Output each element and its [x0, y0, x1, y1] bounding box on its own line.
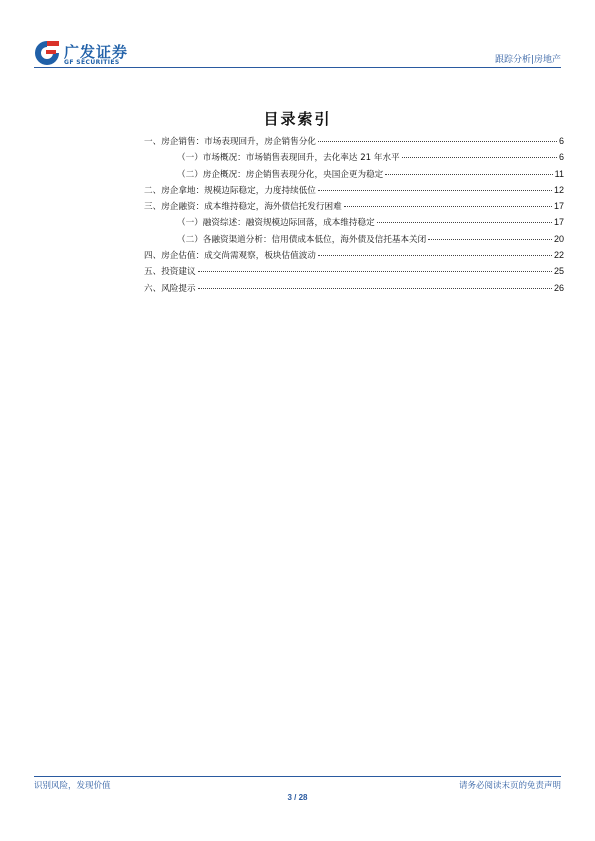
- toc-leader: [318, 190, 552, 191]
- toc-entry-page: 22: [553, 250, 564, 261]
- toc-entry-label: 四、房企估值：成交尚需观察，板块估值波动: [144, 251, 316, 262]
- toc-entry[interactable]: [144, 233, 564, 249]
- toc-leader: [198, 271, 552, 272]
- toc-entry[interactable]: [144, 151, 564, 167]
- toc-leader: [428, 239, 552, 240]
- toc-entry-page: 12: [553, 184, 564, 195]
- footer-divider: [34, 776, 561, 777]
- toc-entry-page: 25: [553, 266, 564, 277]
- toc-leader: [385, 174, 552, 175]
- toc-leader: [198, 288, 552, 289]
- logo-en-text: GF SECURITIES: [64, 59, 120, 66]
- footer-slogan: 识别风险，发现价值: [34, 781, 111, 791]
- logo-cn-text: 广发证券: [64, 43, 129, 61]
- toc-leader: [402, 157, 557, 158]
- toc-entry[interactable]: [144, 265, 564, 281]
- toc-entry[interactable]: [144, 282, 564, 298]
- toc-entry-label: 一、房企销售：市场表现回升，房企销售分化: [144, 137, 316, 147]
- toc-leader: [318, 141, 557, 142]
- toc-entry-page: 17: [553, 217, 564, 228]
- toc-entry-page: 17: [553, 201, 564, 212]
- toc-entry-label: 二、房企拿地：规模边际稳定，力度持续低位: [144, 185, 316, 196]
- page-number: 3 / 28: [287, 793, 308, 802]
- toc-entry-label: 六、风险提示: [144, 283, 196, 294]
- toc-entry-label: （一）市场概况：市场销售表现回升，去化率达 21 年水平: [177, 153, 400, 164]
- toc-entry[interactable]: [144, 168, 564, 184]
- toc-entry[interactable]: [144, 249, 564, 265]
- toc-entry[interactable]: [144, 200, 564, 216]
- toc-entry[interactable]: [144, 135, 564, 151]
- toc-entry-label: （二）各融资渠道分析：信用债成本低位，海外债及信托基本关闭: [177, 234, 427, 245]
- toc-entry-label: （二）房企概况：房企销售表现分化，央国企更为稳定: [177, 169, 384, 180]
- toc-entry-label: （一）融资综述：融资规模边际回落，成本维持稳定: [177, 218, 375, 229]
- toc-entry-page: 20: [553, 233, 564, 244]
- toc-leader: [377, 222, 552, 223]
- toc-entry[interactable]: [144, 216, 564, 232]
- toc-entry-page: 11: [554, 168, 564, 179]
- footer-disclaimer: 请务必阅读末页的免责声明: [458, 781, 561, 791]
- toc-entry-page: 6: [558, 136, 564, 146]
- toc-entry-label: 五、投资建议: [144, 267, 196, 278]
- gf-logo-icon: [34, 40, 60, 66]
- toc-title: 目录索引: [263, 110, 332, 128]
- toc-entry[interactable]: [144, 184, 564, 200]
- toc-entry-label: 三、房企融资：成本维持稳定，海外债信托发行困难: [144, 202, 342, 213]
- table-of-contents: [144, 135, 564, 298]
- toc-leader: [344, 206, 552, 207]
- toc-entry-page: 26: [553, 282, 564, 293]
- report-type: 跟踪分析|房地产: [494, 55, 561, 65]
- toc-entry-page: 6: [558, 152, 564, 163]
- header-divider: [34, 67, 561, 68]
- toc-leader: [318, 255, 552, 256]
